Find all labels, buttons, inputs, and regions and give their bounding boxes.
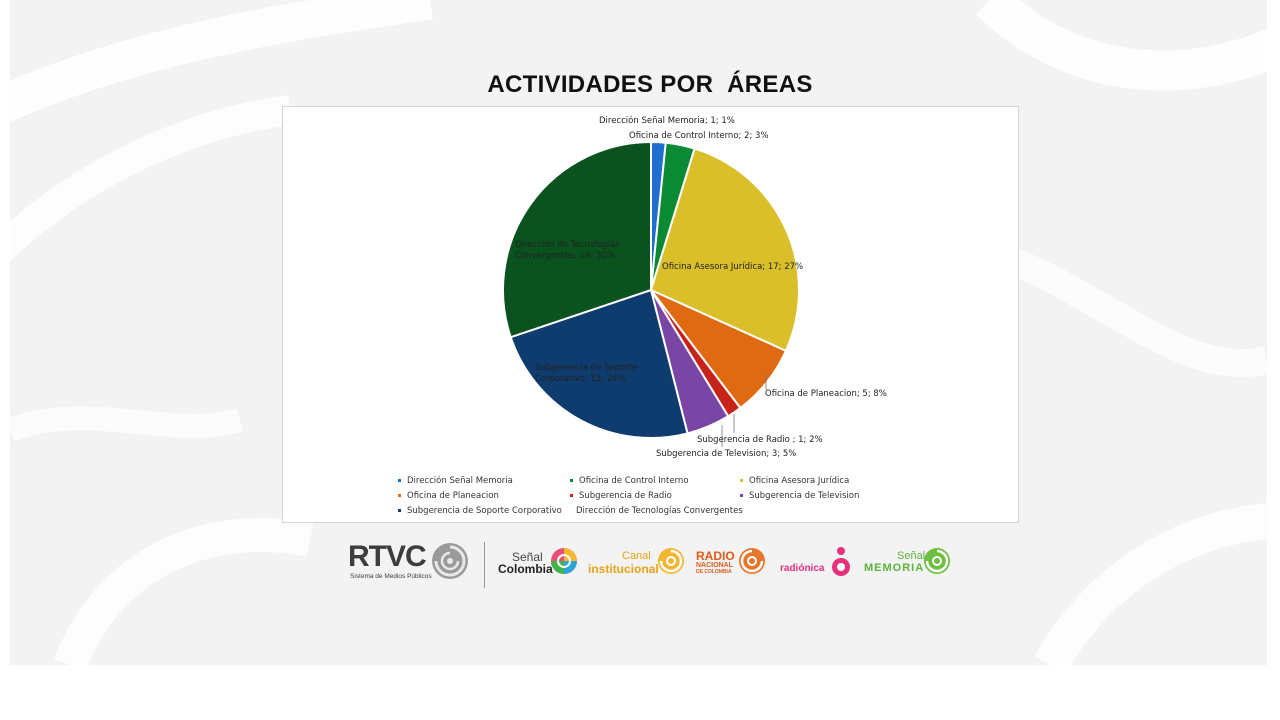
legend-label-1: Oficina de Control Interno bbox=[579, 475, 689, 486]
page-title: ACTIVIDADES POR ÁREAS bbox=[487, 71, 813, 98]
legend-swatch-4 bbox=[570, 494, 573, 497]
legend-item-5 bbox=[740, 490, 912, 501]
legend-swatch-3 bbox=[398, 494, 401, 497]
legend-swatch-1 bbox=[570, 479, 573, 482]
radio-nacional-line3: DE COLOMBIA bbox=[696, 569, 732, 575]
legend-swatch-6 bbox=[398, 509, 401, 512]
chart-legend bbox=[398, 475, 998, 516]
legend-item-7 bbox=[570, 505, 743, 516]
radio-nacional-logo bbox=[694, 538, 774, 593]
slice-label-2: Oficina Asesora Jurídica; 17; 27% bbox=[662, 262, 804, 272]
canal-institucional-logo bbox=[588, 538, 688, 593]
legend-label-7: Dirección de Tecnologías Convergentes bbox=[576, 505, 743, 516]
legend-label-5: Subgerencia de Television bbox=[749, 490, 860, 501]
senal-colombia-logo bbox=[496, 538, 586, 593]
canal-institucional-line1: Canal bbox=[622, 550, 651, 562]
slice-label-0: Dirección Señal Memoria; 1; 1% bbox=[599, 116, 735, 126]
legend-label-2: Oficina Asesora Jurídica bbox=[749, 475, 850, 486]
senal-memoria-line1: Señal bbox=[897, 550, 926, 562]
rtvc-logo bbox=[346, 538, 476, 593]
legend-item-2 bbox=[740, 475, 912, 486]
logo-divider bbox=[484, 542, 485, 588]
radio-nacional-line2: NACIONAL bbox=[696, 562, 733, 569]
slice-label-4: Subgerencia de Radio ; 1; 2% bbox=[697, 435, 823, 445]
senal-memoria-logo bbox=[861, 538, 961, 593]
slice-label-5: Subgerencia de Television; 3; 5% bbox=[656, 449, 797, 459]
legend-swatch-0 bbox=[398, 479, 401, 482]
radio-nacional-line1: RADIO bbox=[696, 549, 735, 563]
legend-item-6 bbox=[398, 505, 570, 516]
canal-institucional-swirl-icon bbox=[657, 547, 685, 575]
legend-item-1 bbox=[570, 475, 740, 486]
slice-label-3: Oficina de Planeacion; 5; 8% bbox=[765, 389, 887, 399]
legend-item-3 bbox=[398, 490, 570, 501]
legend-swatch-2 bbox=[740, 479, 743, 482]
legend-label-3: Oficina de Planeacion bbox=[407, 490, 499, 501]
senal-colombia-line1: Señal bbox=[512, 550, 543, 564]
rtvc-tagline: Sistema de Medios Públicos bbox=[350, 573, 432, 580]
legend-label-4: Subgerencia de Radio bbox=[579, 490, 672, 501]
legend-label-6: Subgerencia de Soporte Corporativo bbox=[407, 505, 562, 516]
radionica-wordmark: radiónica bbox=[780, 563, 825, 574]
radionica-icon bbox=[830, 546, 852, 578]
slice-label-1: Oficina de Control Interno; 2; 3% bbox=[629, 131, 769, 141]
pie-chart-canvas bbox=[283, 107, 1020, 524]
legend-swatch-5 bbox=[740, 494, 743, 497]
senal-colombia-swirl-icon bbox=[550, 547, 578, 575]
legend-label-0: Dirección Señal Memoria bbox=[407, 475, 513, 486]
senal-memoria-swirl-icon bbox=[923, 547, 951, 575]
pie-chart bbox=[282, 106, 1019, 523]
slice-label-7: Dirección de Tecnologías Convergentes; 19; 30% bbox=[515, 240, 620, 261]
canal-institucional-line2: institucional bbox=[588, 562, 659, 576]
legend-item-0 bbox=[398, 475, 570, 486]
senal-memoria-line2: MEMORIA bbox=[864, 562, 925, 574]
footer-logos bbox=[346, 538, 966, 593]
slice-label-6: Subgerencia de Soporte Corporativo; 15; 24% bbox=[535, 363, 638, 384]
senal-colombia-line2: Colombia bbox=[498, 562, 553, 576]
radionica-logo bbox=[778, 538, 858, 593]
radio-nacional-swirl-icon bbox=[738, 547, 766, 575]
rtvc-wordmark: RTVC bbox=[348, 540, 426, 573]
rtvc-swirl-icon bbox=[430, 541, 470, 581]
legend-item-4 bbox=[570, 490, 740, 501]
